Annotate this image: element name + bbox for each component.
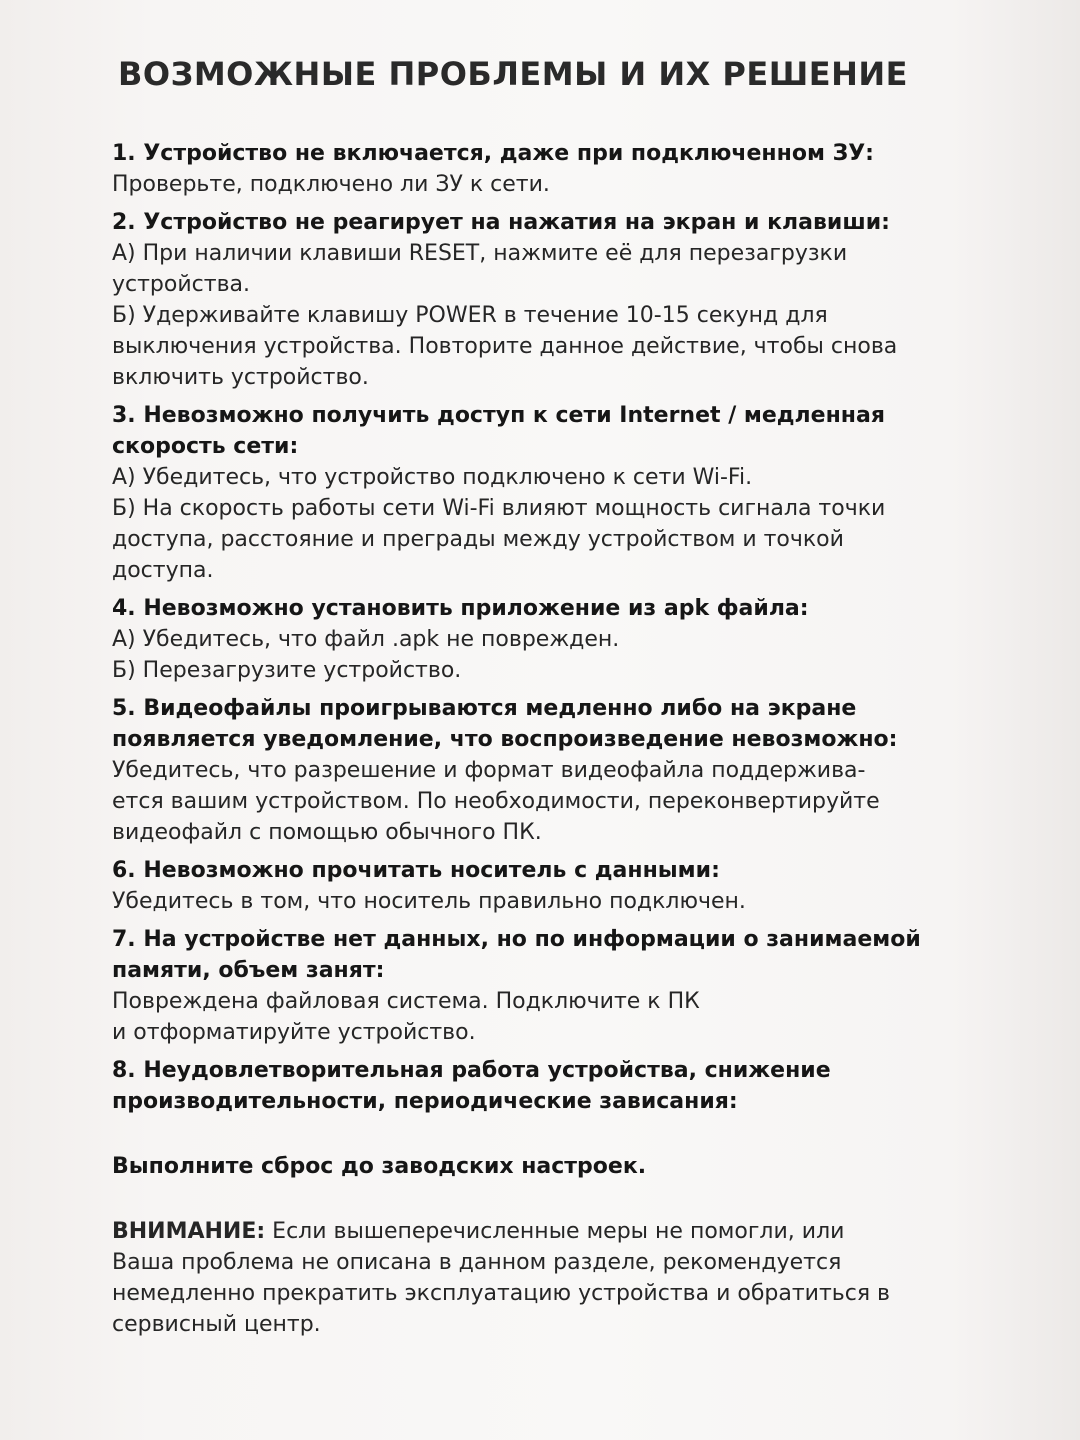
- solution-line: и отформатируйте устройство.: [112, 1020, 476, 1045]
- warning-lines: [112, 1247, 992, 1340]
- troubleshooting-content: [112, 52, 992, 1340]
- problem-heading-line: 1. Устройство не включается, даже при подключенном ЗУ:: [112, 141, 874, 166]
- solution-line: А) Убедитесь, что файл .apk не поврежден.: [112, 627, 620, 652]
- solution-line: включить устройство.: [112, 365, 369, 390]
- solution-line: Убедитесь в том, что носитель правильно подключен.: [112, 889, 746, 914]
- problem-heading-line: 4. Невозможно установить приложение из apk файла:: [112, 596, 809, 621]
- reset-instruction: Выполните сброс до заводских настроек.: [112, 1154, 647, 1179]
- warning-line: Ваша проблема не описана в данном разделе, рекомендуется: [112, 1250, 842, 1275]
- solution-line: устройства.: [112, 272, 251, 297]
- warning-first-line: [112, 1216, 992, 1247]
- problem-heading-line: производительности, периодические зависания:: [112, 1089, 738, 1114]
- solution-line: Б) Перезагрузите устройство.: [112, 658, 462, 683]
- solution-line: Повреждена файловая система. Подключите к ПК: [112, 989, 700, 1014]
- solution-line: А) При наличии клавиши RESET, нажмите её для перезагрузки: [112, 241, 848, 266]
- problem-section-6: [112, 855, 992, 917]
- solution-line: А) Убедитесь, что устройство подключено к сети Wi-Fi.: [112, 465, 753, 490]
- solution-line: Проверьте, подключено ли ЗУ к сети.: [112, 172, 550, 197]
- problem-heading-line: 8. Неудовлетворительная работа устройства, снижение: [112, 1058, 831, 1083]
- warning-line: сервисный центр.: [112, 1312, 321, 1337]
- problem-heading-line: памяти, объем занят:: [112, 958, 385, 983]
- solution-line: Б) Удерживайте клавишу POWER в течение 10-15 секунд для: [112, 303, 828, 328]
- problem-heading-line: 3. Невозможно получить доступ к сети Internet / медленная: [112, 403, 885, 428]
- problem-section-7: [112, 924, 992, 1048]
- solution-line: Б) На скорость работы сети Wi-Fi влияют мощность сигнала точки: [112, 496, 886, 521]
- problem-section-4: [112, 593, 992, 686]
- warning-block: [112, 1216, 992, 1340]
- problem-section-2: [112, 207, 992, 393]
- problem-section-8: [112, 1055, 992, 1117]
- problem-section-5: [112, 693, 992, 848]
- warning-line: немедленно прекратить эксплуатацию устройства и обратиться в: [112, 1281, 891, 1306]
- problem-heading-line: 5. Видеофайлы проигрываются медленно либо на экране: [112, 696, 857, 721]
- solution-line: видеофайл с помощью обычного ПК.: [112, 820, 542, 845]
- problem-heading-line: скорость сети:: [112, 434, 299, 459]
- warning-text: Если вышеперечисленные меры не помогли, или: [265, 1219, 845, 1244]
- problem-heading-line: 2. Устройство не реагирует на нажатия на экран и клавиши:: [112, 210, 890, 235]
- problem-heading-line: 7. На устройстве нет данных, но по информации о занимаемой: [112, 927, 921, 952]
- problem-section-3: [112, 400, 992, 586]
- problem-heading-line: 6. Невозможно прочитать носитель с данными:: [112, 858, 720, 883]
- problem-list: [112, 138, 992, 1117]
- solution-line: ется вашим устройством. По необходимости, переконвертируйте: [112, 789, 880, 814]
- solution-line: выключения устройства. Повторите данное действие, чтобы снова: [112, 334, 898, 359]
- solution-line: доступа.: [112, 558, 214, 583]
- solution-line: Убедитесь, что разрешение и формат видеофайла поддержива-: [112, 758, 866, 783]
- warning-label: ВНИМАНИЕ:: [112, 1219, 266, 1244]
- problem-heading-line: появляется уведомление, что воспроизведение невозможно:: [112, 727, 898, 752]
- page-title: ВОЗМОЖНЫЕ ПРОБЛЕМЫ И ИХ РЕШЕНИЕ: [118, 55, 909, 93]
- problem-section-1: [112, 138, 992, 200]
- solution-line: доступа, расстояние и преграды между устройством и точкой: [112, 527, 844, 552]
